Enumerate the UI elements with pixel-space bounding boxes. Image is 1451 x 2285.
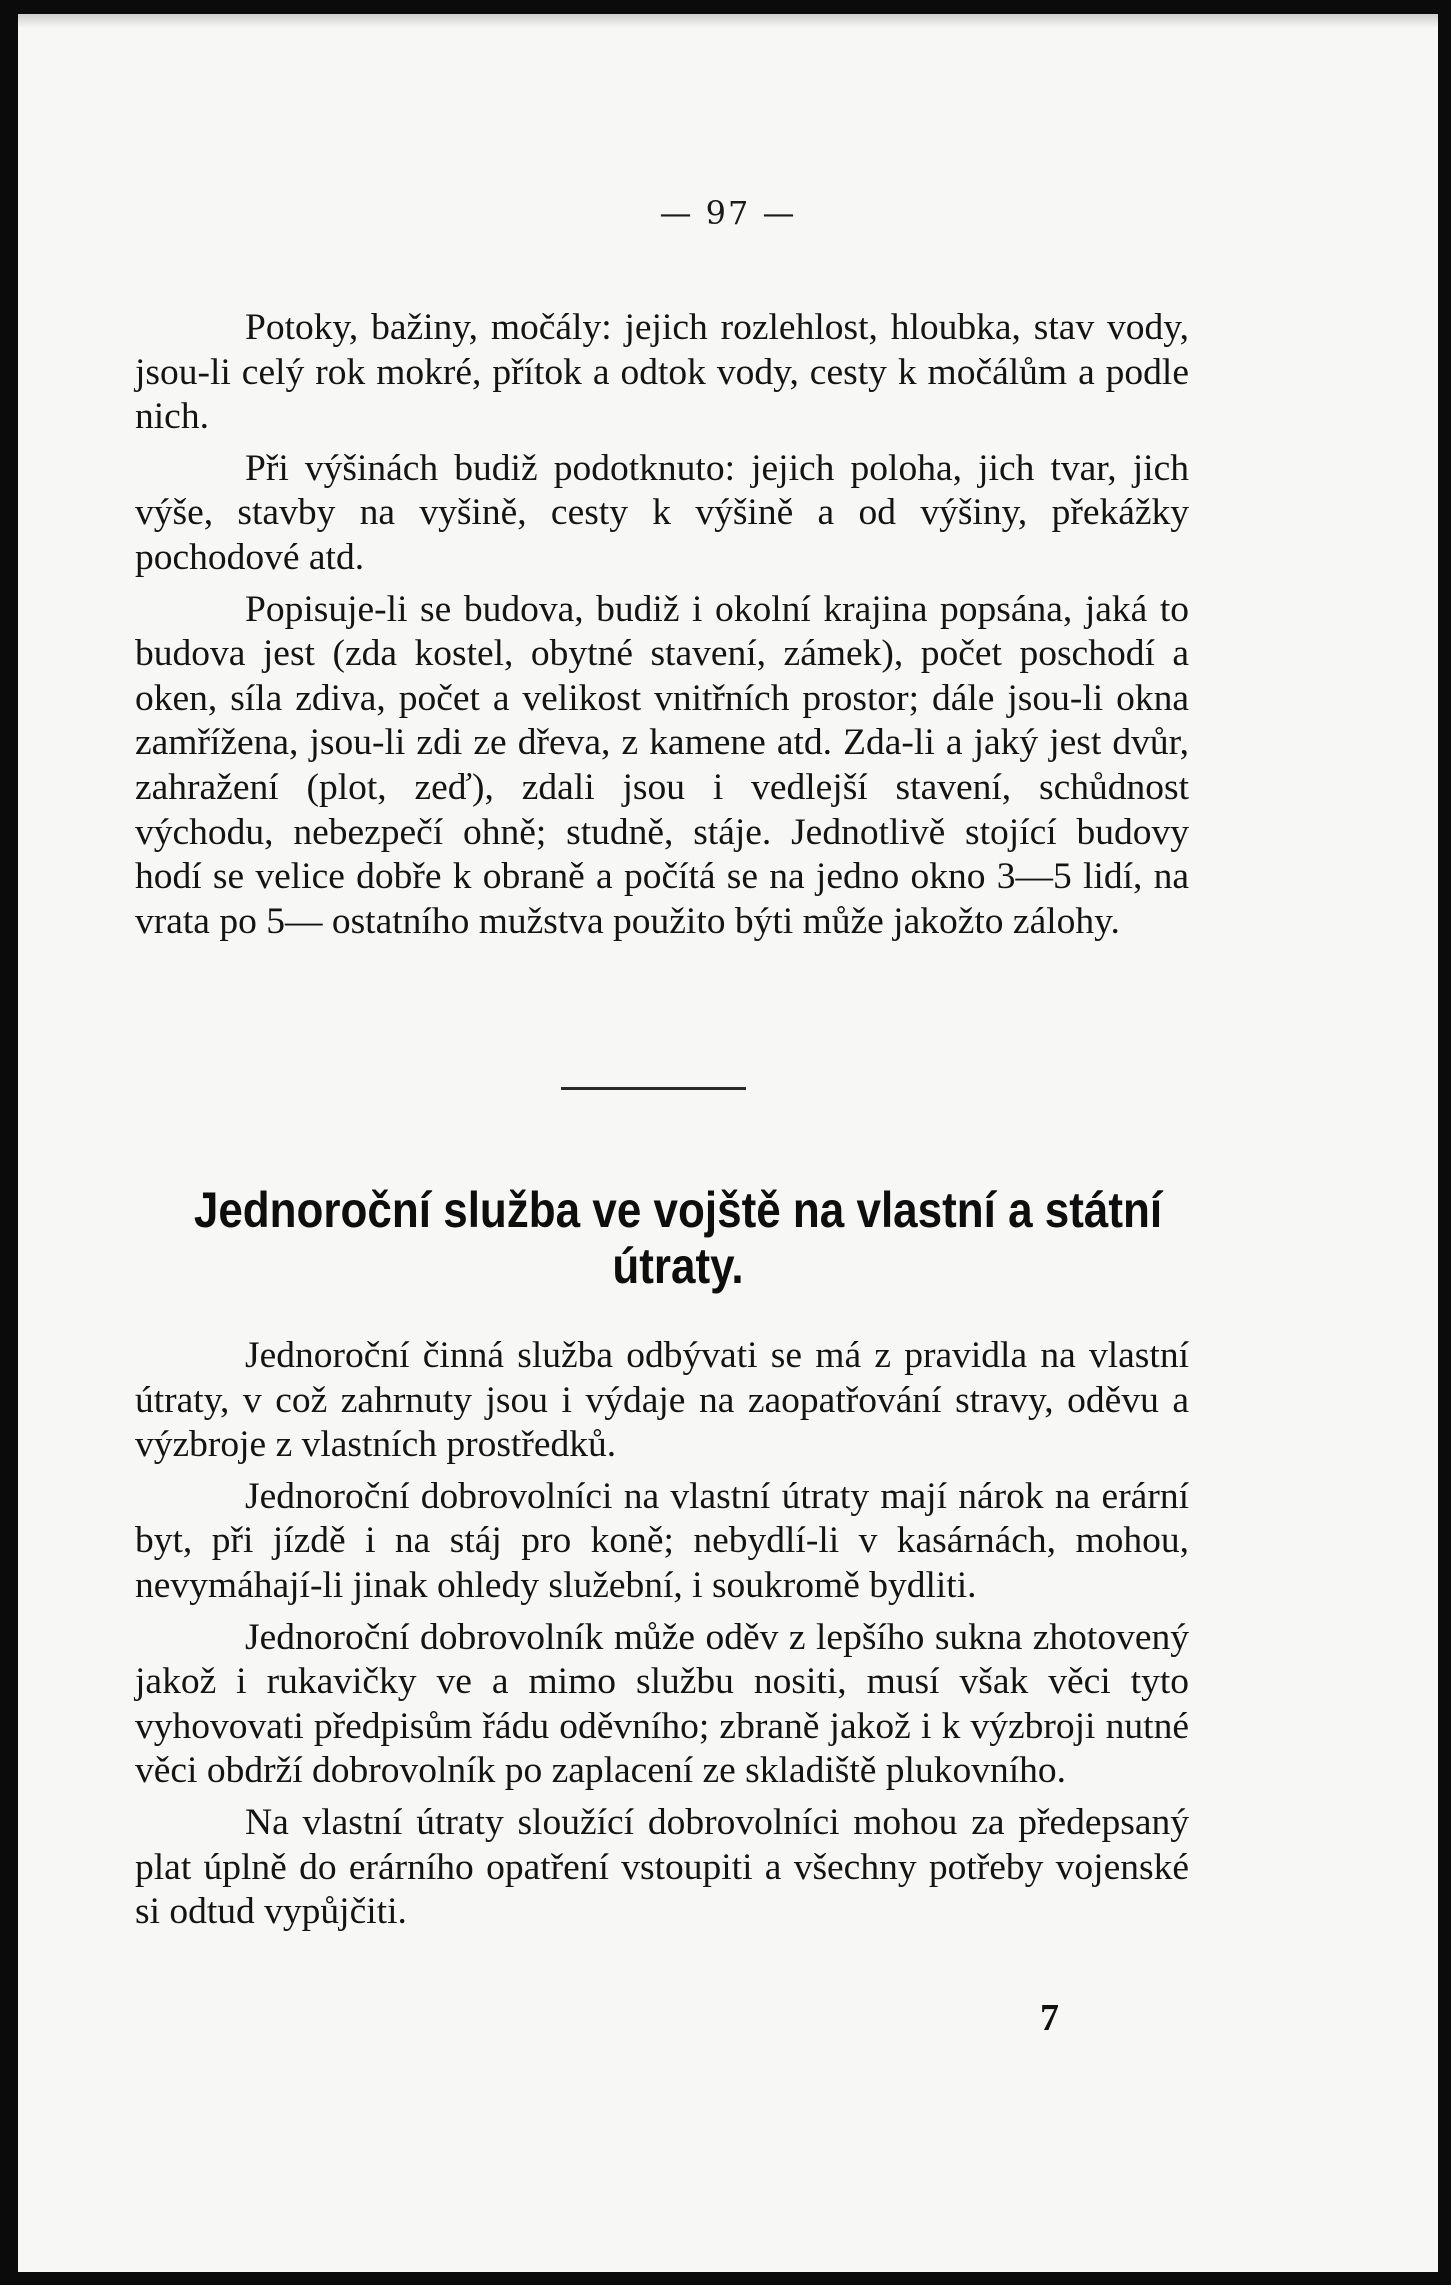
- section-a-text: [135, 306, 1189, 944]
- section-b-text: [135, 1334, 1189, 1935]
- paragraph: Při výšinách budiž podotknuto: jejich poloha, jich tvar, jich výše, stavby na vyšině, cesty k výšině a od výšiny, překážky pochodové atd.: [135, 447, 1189, 578]
- page-number: — 97 —: [659, 194, 797, 232]
- section-separator: [561, 1087, 746, 1090]
- section-heading: Jednoroční služba ve vojště na vlastní a státní útraty.: [193, 1182, 1163, 1294]
- paragraph: Na vlastní útraty sloužící dobrovolníci mohou za předepsaný plat úplně do erárního opatření vstoupiti a všechny potřeby vojenské si odtud vypůjčiti.: [135, 1801, 1189, 1933]
- paragraph: Potoky, bažiny, močály: jejich rozlehlost, hloubka, stav vody, jsou-li celý rok mokré, přítok a odtok vody, cesty k močálům a podle nich.: [135, 307, 1189, 438]
- paragraph: Jednoroční dobrovolníci na vlastní útraty mají nárok na erární byt, při jízdě i na stáj pro koně; nebydlí-li v kasárnách, mohou, nevymáhají-li jinak ohledy služební, i soukromě bydliti.: [135, 1475, 1189, 1606]
- paragraph: Jednoroční dobrovolník může oděv z lepšího sukna zhotovený jakož i rukavičky ve a mimo službu nositi, musí však věci tyto vyhovovati předpisům řádu oděvního; zbraně jakož i k výzbroji nutné věci obdrží dobrovolník po zaplacení ze skladiště plukovního.: [135, 1616, 1189, 1792]
- paragraph: Jednoroční činná služba odbývati se má z pravidla na vlastní útraty, v což zahrnuty jsou i výdaje na zaopatřování stravy, oděvu a výzbroje z vlastních prostředků.: [135, 1335, 1189, 1466]
- paragraph: Popisuje-li se budova, budiž i okolní krajina popsána, jaká to budova jest (zda kostel, obytné stavení, zámek), počet poschodí a oken, síla zdiva, počet a velikost vnitřních prostor; dále jsou-li okna zamřížena, jsou-li zdi ze dřeva, z kamene atd. Zda-li a jaký jest dvůr, zahražení (plot, zeď), zdali jsou i vedlejší stavení, schůdnost východu, nebezpečí ohně; studně, stáje. Jednotlivě stojící budovy hodí se velice dobře k obraně a počítá se na jedno okno 3—5 lidí, na vrata po 5— ostatního mužstva použito býti může jakožto zálohy.: [135, 588, 1189, 942]
- book-page: [18, 14, 1438, 2272]
- signature-mark: 7: [1040, 1997, 1059, 2039]
